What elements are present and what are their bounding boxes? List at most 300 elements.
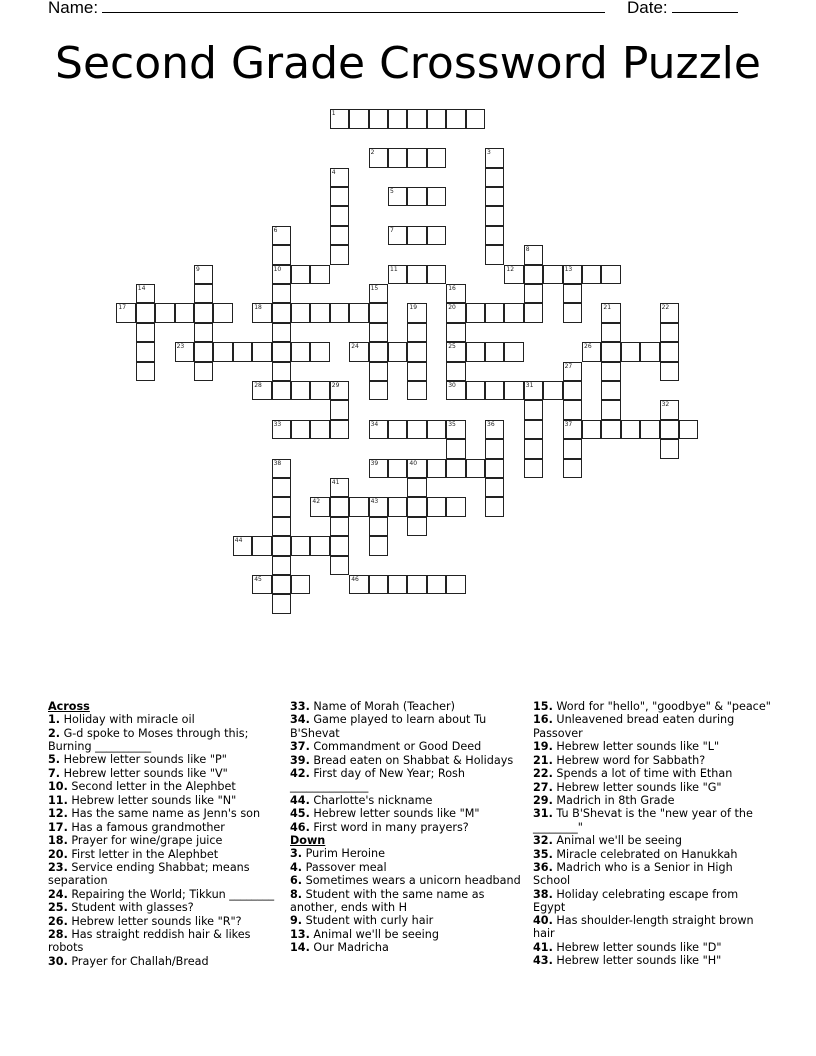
- grid-cell[interactable]: [388, 187, 407, 206]
- grid-cell[interactable]: [466, 381, 485, 400]
- grid-cell[interactable]: [407, 517, 426, 536]
- clue-number: 22.: [533, 767, 553, 781]
- clue-across: [48, 888, 278, 901]
- clue-number-label: 22: [661, 304, 670, 312]
- clue-down: [533, 807, 773, 833]
- clue-across: [48, 901, 278, 914]
- grid-cell[interactable]: [252, 575, 271, 594]
- grid-cell[interactable]: [136, 303, 155, 322]
- grid-cell[interactable]: [272, 575, 291, 594]
- grid-cell[interactable]: [524, 400, 543, 419]
- clue-number-label: 21: [603, 304, 612, 312]
- grid-cell[interactable]: [136, 342, 155, 361]
- clue-number-label: 45: [254, 576, 262, 583]
- grid-cell[interactable]: [679, 420, 698, 439]
- grid-cell[interactable]: [233, 342, 252, 361]
- grid-cell[interactable]: [272, 342, 291, 361]
- clue-number-label: 29: [331, 382, 340, 389]
- grid-cell[interactable]: [272, 381, 291, 400]
- grid-cell[interactable]: [446, 284, 465, 303]
- clue-number-label: 12: [506, 265, 515, 273]
- grid-cell[interactable]: [252, 342, 271, 361]
- grid-cell[interactable]: [272, 284, 291, 303]
- grid-cell[interactable]: [563, 400, 582, 419]
- clue-text: Charlotte's nickname: [309, 793, 433, 807]
- grid-cell[interactable]: [601, 303, 620, 322]
- grid-cell[interactable]: [407, 575, 426, 594]
- grid-cell[interactable]: [272, 478, 291, 497]
- clue-across: [48, 861, 278, 887]
- grid-cell[interactable]: [369, 420, 388, 439]
- grid-cell[interactable]: [407, 497, 426, 516]
- grid-cell[interactable]: [601, 342, 620, 361]
- grid-cell[interactable]: [349, 497, 368, 516]
- grid-cell[interactable]: [388, 420, 407, 439]
- grid-cell[interactable]: [272, 497, 291, 516]
- grid-cell[interactable]: [310, 303, 329, 322]
- grid-cell[interactable]: [330, 420, 349, 439]
- clue-text: Commandment or Good Deed: [309, 740, 482, 754]
- grid-cell[interactable]: [330, 478, 349, 497]
- grid-cell[interactable]: [272, 459, 291, 478]
- grid-cell[interactable]: [563, 459, 582, 478]
- grid-cell[interactable]: [524, 381, 543, 400]
- grid-cell[interactable]: [427, 497, 446, 516]
- grid-cell[interactable]: [504, 342, 523, 361]
- clue-number-label: 25: [448, 343, 456, 351]
- grid-cell[interactable]: [388, 226, 407, 245]
- grid-cell[interactable]: [330, 303, 349, 322]
- grid-cell[interactable]: [563, 420, 582, 439]
- grid-cell[interactable]: [524, 459, 543, 478]
- clue-number-label: 46: [351, 576, 359, 583]
- grid-cell[interactable]: [446, 303, 465, 322]
- grid-cell[interactable]: [427, 109, 446, 128]
- clues-column-2: [290, 700, 522, 955]
- grid-cell[interactable]: [291, 303, 310, 322]
- grid-cell[interactable]: [213, 342, 232, 361]
- grid-cell[interactable]: [466, 459, 485, 478]
- grid-cell[interactable]: [446, 109, 465, 128]
- grid-cell[interactable]: [407, 265, 426, 284]
- grid-cell[interactable]: [272, 517, 291, 536]
- clue-number: 14.: [290, 941, 310, 955]
- clue-number: 43.: [533, 954, 553, 968]
- grid-cell[interactable]: [291, 381, 310, 400]
- grid-cell[interactable]: [524, 303, 543, 322]
- clue-text: Student with curly hair: [302, 914, 434, 928]
- grid-cell[interactable]: [582, 420, 601, 439]
- grid-cell[interactable]: [407, 148, 426, 167]
- grid-cell[interactable]: [369, 536, 388, 555]
- grid-cell[interactable]: [369, 323, 388, 342]
- clue-number-label: 20: [448, 304, 456, 312]
- clue-across: [290, 740, 522, 753]
- grid-cell[interactable]: [291, 536, 310, 555]
- grid-cell[interactable]: [427, 148, 446, 167]
- grid-cell[interactable]: [660, 362, 679, 381]
- grid-cell[interactable]: [369, 517, 388, 536]
- clue-text: Holiday celebrating escape from Egypt: [533, 887, 739, 914]
- grid-cell[interactable]: [660, 400, 679, 419]
- grid-cell[interactable]: [446, 420, 465, 439]
- grid-cell[interactable]: [272, 303, 291, 322]
- grid-cell[interactable]: [369, 148, 388, 167]
- clue-number: 12.: [48, 807, 68, 821]
- clue-down: [533, 754, 773, 767]
- clue-text: Hebrew letter sounds like "N": [67, 793, 237, 807]
- clue-down: [290, 874, 522, 887]
- grid-cell[interactable]: [446, 575, 465, 594]
- grid-cell[interactable]: [446, 381, 465, 400]
- clue-number: 30.: [48, 954, 68, 968]
- grid-cell[interactable]: [446, 342, 465, 361]
- grid-cell[interactable]: [640, 420, 659, 439]
- grid-cell[interactable]: [485, 187, 504, 206]
- grid-cell[interactable]: [407, 323, 426, 342]
- clue-down: [533, 740, 773, 753]
- grid-cell[interactable]: [660, 323, 679, 342]
- clue-number: 28.: [48, 928, 68, 942]
- clue-down: [533, 941, 773, 954]
- grid-cell[interactable]: [330, 536, 349, 555]
- grid-cell[interactable]: [291, 265, 310, 284]
- clue-across: [48, 834, 278, 847]
- grid-cell[interactable]: [330, 109, 349, 128]
- grid-cell[interactable]: [369, 497, 388, 516]
- grid-cell[interactable]: [485, 497, 504, 516]
- grid-cell[interactable]: [272, 362, 291, 381]
- clue-number: 39.: [290, 753, 310, 767]
- grid-cell[interactable]: [640, 342, 659, 361]
- clue-down: [290, 861, 522, 874]
- grid-cell[interactable]: [621, 420, 640, 439]
- clue-across: [48, 915, 278, 928]
- grid-cell[interactable]: [427, 187, 446, 206]
- clue-down: [533, 861, 773, 887]
- grid-cell[interactable]: [369, 284, 388, 303]
- clue-text: Service ending Shabbat; means separation: [48, 861, 250, 888]
- clue-number-label: 44: [234, 537, 243, 545]
- clue-number-label: 40: [409, 459, 418, 467]
- grid-cell[interactable]: [310, 536, 329, 555]
- grid-cell[interactable]: [563, 303, 582, 322]
- clue-text: Tu B'Shevat is the "new year of the ________": [533, 807, 753, 834]
- clue-text: Our Madricha: [309, 941, 389, 955]
- grid-cell[interactable]: [272, 323, 291, 342]
- clue-number-label: 17: [118, 304, 127, 312]
- grid-cell[interactable]: [252, 536, 271, 555]
- page-title: Second Grade Crossword Puzzle: [55, 38, 761, 89]
- grid-cell[interactable]: [349, 303, 368, 322]
- clue-number-label: 32: [661, 401, 670, 409]
- grid-cell[interactable]: [213, 303, 232, 322]
- grid-cell[interactable]: [175, 303, 194, 322]
- grid-cell[interactable]: [388, 497, 407, 516]
- clue-text: Has straight reddish hair & likes robots: [48, 928, 251, 955]
- grid-cell[interactable]: [407, 342, 426, 361]
- grid-cell[interactable]: [252, 381, 271, 400]
- grid-cell[interactable]: [194, 323, 213, 342]
- grid-cell[interactable]: [563, 284, 582, 303]
- grid-cell[interactable]: [407, 478, 426, 497]
- grid-cell[interactable]: [485, 168, 504, 187]
- clue-number-label: 13: [564, 265, 573, 273]
- grid-cell[interactable]: [252, 303, 271, 322]
- clue-number-label: 19: [409, 304, 418, 312]
- grid-cell[interactable]: [407, 459, 426, 478]
- grid-cell[interactable]: [524, 284, 543, 303]
- grid-cell[interactable]: [485, 148, 504, 167]
- grid-cell[interactable]: [136, 284, 155, 303]
- grid-cell[interactable]: [466, 342, 485, 361]
- grid-cell[interactable]: [310, 420, 329, 439]
- clue-text: Name of Morah (Teacher): [309, 700, 456, 713]
- clue-down: [533, 767, 773, 780]
- grid-cell[interactable]: [563, 439, 582, 458]
- grid-cell[interactable]: [485, 245, 504, 264]
- grid-cell[interactable]: [349, 575, 368, 594]
- grid-cell[interactable]: [485, 342, 504, 361]
- grid-cell[interactable]: [233, 536, 252, 555]
- clue-across: [290, 767, 522, 793]
- clue-number: 16.: [533, 713, 553, 727]
- grid-cell[interactable]: [330, 497, 349, 516]
- grid-cell[interactable]: [272, 226, 291, 245]
- grid-cell[interactable]: [388, 265, 407, 284]
- grid-cell[interactable]: [369, 381, 388, 400]
- grid-cell[interactable]: [291, 575, 310, 594]
- clue-across: [48, 713, 278, 726]
- clue-down: [533, 713, 773, 739]
- grid-cell[interactable]: [272, 556, 291, 575]
- grid-cell[interactable]: [388, 148, 407, 167]
- grid-cell[interactable]: [601, 265, 620, 284]
- clue-down: [290, 888, 522, 914]
- grid-cell[interactable]: [485, 459, 504, 478]
- grid-cell[interactable]: [330, 206, 349, 225]
- grid-cell[interactable]: [621, 342, 640, 361]
- grid-cell[interactable]: [330, 168, 349, 187]
- clue-text: Madrich in 8th Grade: [552, 794, 675, 807]
- grid-cell[interactable]: [272, 594, 291, 613]
- clue-number-label: 8: [525, 246, 530, 254]
- clue-number: 42.: [290, 767, 310, 781]
- grid-cell[interactable]: [175, 342, 194, 361]
- grid-cell[interactable]: [485, 478, 504, 497]
- clue-number-label: 9: [196, 265, 200, 273]
- clue-text: Hebrew letter sounds like "H": [552, 954, 722, 968]
- grid-cell[interactable]: [582, 265, 601, 284]
- grid-cell[interactable]: [446, 439, 465, 458]
- grid-cell[interactable]: [427, 575, 446, 594]
- grid-cell[interactable]: [485, 381, 504, 400]
- clue-text: Purim Heroine: [302, 847, 385, 861]
- grid-cell[interactable]: [272, 420, 291, 439]
- grid-cell[interactable]: [504, 303, 523, 322]
- clue-number: 10.: [48, 780, 68, 794]
- clue-across: [290, 821, 522, 834]
- grid-cell[interactable]: [524, 420, 543, 439]
- grid-cell[interactable]: [369, 342, 388, 361]
- grid-cell[interactable]: [582, 342, 601, 361]
- clue-number-label: 4: [331, 168, 336, 176]
- grid-cell[interactable]: [563, 381, 582, 400]
- grid-cell[interactable]: [407, 362, 426, 381]
- grid-cell[interactable]: [601, 400, 620, 419]
- grid-cell[interactable]: [427, 459, 446, 478]
- grid-cell[interactable]: [155, 303, 174, 322]
- clue-across: [48, 848, 278, 861]
- clue-across: [48, 780, 278, 793]
- grid-cell[interactable]: [601, 381, 620, 400]
- clue-number-label: 30: [448, 382, 456, 389]
- clue-down: [290, 847, 522, 860]
- grid-cell[interactable]: [369, 303, 388, 322]
- clue-number: 7.: [48, 766, 61, 780]
- grid-cell[interactable]: [272, 245, 291, 264]
- clue-number-label: 33: [273, 420, 282, 428]
- grid-cell[interactable]: [446, 459, 465, 478]
- clue-number: 19.: [533, 740, 553, 754]
- grid-cell[interactable]: [543, 381, 562, 400]
- grid-cell[interactable]: [563, 362, 582, 381]
- grid-cell[interactable]: [291, 342, 310, 361]
- grid-cell[interactable]: [660, 342, 679, 361]
- grid-cell[interactable]: [136, 323, 155, 342]
- grid-cell[interactable]: [466, 109, 485, 128]
- grid-cell[interactable]: [310, 381, 329, 400]
- grid-cell[interactable]: [330, 226, 349, 245]
- grid-cell[interactable]: [660, 420, 679, 439]
- clue-number-label: 27: [564, 362, 573, 370]
- clue-number: 11.: [48, 793, 68, 807]
- grid-cell[interactable]: [446, 497, 465, 516]
- grid-cell[interactable]: [310, 497, 329, 516]
- grid-cell[interactable]: [427, 265, 446, 284]
- grid-cell[interactable]: [543, 265, 562, 284]
- grid-cell[interactable]: [310, 342, 329, 361]
- clue-number-label: 41: [331, 479, 340, 486]
- grid-cell[interactable]: [446, 362, 465, 381]
- grid-cell[interactable]: [407, 420, 426, 439]
- clue-number: 36.: [533, 861, 553, 875]
- grid-cell[interactable]: [116, 303, 135, 322]
- grid-cell[interactable]: [194, 342, 213, 361]
- grid-cell[interactable]: [485, 226, 504, 245]
- down-heading: Down: [290, 834, 326, 848]
- grid-cell[interactable]: [330, 381, 349, 400]
- grid-cell[interactable]: [485, 303, 504, 322]
- grid-cell[interactable]: [466, 303, 485, 322]
- grid-cell[interactable]: [524, 265, 543, 284]
- grid-cell[interactable]: [388, 459, 407, 478]
- across-heading: Across: [48, 700, 90, 713]
- clue-text: Hebrew letter sounds like "R"?: [67, 914, 242, 928]
- grid-cell[interactable]: [369, 575, 388, 594]
- grid-cell[interactable]: [524, 439, 543, 458]
- clue-across: [48, 821, 278, 834]
- clue-number-label: 39: [370, 459, 379, 467]
- clue-number-label: 18: [254, 304, 262, 312]
- grid-cell[interactable]: [524, 245, 543, 264]
- clue-text: Student with glasses?: [67, 901, 194, 915]
- grid-cell[interactable]: [485, 439, 504, 458]
- clue-text: Has a famous grandmother: [67, 820, 225, 834]
- date-label: Date:: [627, 0, 668, 17]
- grid-cell[interactable]: [330, 556, 349, 575]
- clue-number-label: 38: [273, 459, 282, 467]
- grid-cell[interactable]: [407, 381, 426, 400]
- grid-cell[interactable]: [504, 265, 523, 284]
- clue-number: 44.: [290, 793, 310, 807]
- grid-cell[interactable]: [194, 303, 213, 322]
- grid-cell[interactable]: [601, 362, 620, 381]
- grid-cell[interactable]: [388, 575, 407, 594]
- grid-cell[interactable]: [660, 439, 679, 458]
- grid-cell[interactable]: [194, 362, 213, 381]
- grid-cell[interactable]: [349, 109, 368, 128]
- grid-cell[interactable]: [272, 265, 291, 284]
- grid-cell[interactable]: [136, 362, 155, 381]
- grid-cell[interactable]: [369, 362, 388, 381]
- grid-cell[interactable]: [369, 459, 388, 478]
- clue-text: Hebrew letter sounds like "P": [60, 753, 227, 767]
- grid-cell[interactable]: [485, 206, 504, 225]
- grid-cell[interactable]: [601, 323, 620, 342]
- clue-number-label: 42: [312, 498, 321, 506]
- grid-cell[interactable]: [563, 265, 582, 284]
- grid-cell[interactable]: [310, 265, 329, 284]
- grid-cell[interactable]: [504, 381, 523, 400]
- clue-number-label: 23: [176, 343, 185, 351]
- grid-cell[interactable]: [388, 342, 407, 361]
- grid-cell[interactable]: [601, 420, 620, 439]
- grid-cell[interactable]: [388, 109, 407, 128]
- clue-number: 29.: [533, 794, 553, 807]
- clue-number: 13.: [290, 927, 310, 941]
- grid-cell[interactable]: [194, 265, 213, 284]
- clue-text: Repairing the World; Tikkun ________: [67, 887, 275, 901]
- clues-column-3: [533, 700, 773, 968]
- grid-cell[interactable]: [194, 284, 213, 303]
- grid-cell[interactable]: [330, 400, 349, 419]
- clue-number: 8.: [290, 887, 303, 901]
- clue-number: 3.: [290, 847, 303, 861]
- clue-number-label: 15: [370, 285, 379, 292]
- grid-cell[interactable]: [407, 226, 426, 245]
- clue-text: Prayer for wine/grape juice: [67, 834, 223, 848]
- grid-cell[interactable]: [427, 226, 446, 245]
- grid-cell[interactable]: [407, 303, 426, 322]
- grid-cell[interactable]: [407, 187, 426, 206]
- grid-cell[interactable]: [407, 109, 426, 128]
- grid-cell[interactable]: [272, 536, 291, 555]
- grid-cell[interactable]: [660, 303, 679, 322]
- grid-cell[interactable]: [485, 420, 504, 439]
- grid-cell[interactable]: [330, 245, 349, 264]
- grid-cell[interactable]: [291, 420, 310, 439]
- clue-down: [533, 954, 773, 967]
- grid-cell[interactable]: [446, 323, 465, 342]
- grid-cell[interactable]: [349, 342, 368, 361]
- grid-cell[interactable]: [427, 420, 446, 439]
- clue-down: [290, 914, 522, 927]
- clue-text: Second letter in the Alephbet: [67, 780, 236, 794]
- grid-cell[interactable]: [330, 187, 349, 206]
- grid-cell[interactable]: [330, 517, 349, 536]
- grid-cell[interactable]: [369, 109, 388, 128]
